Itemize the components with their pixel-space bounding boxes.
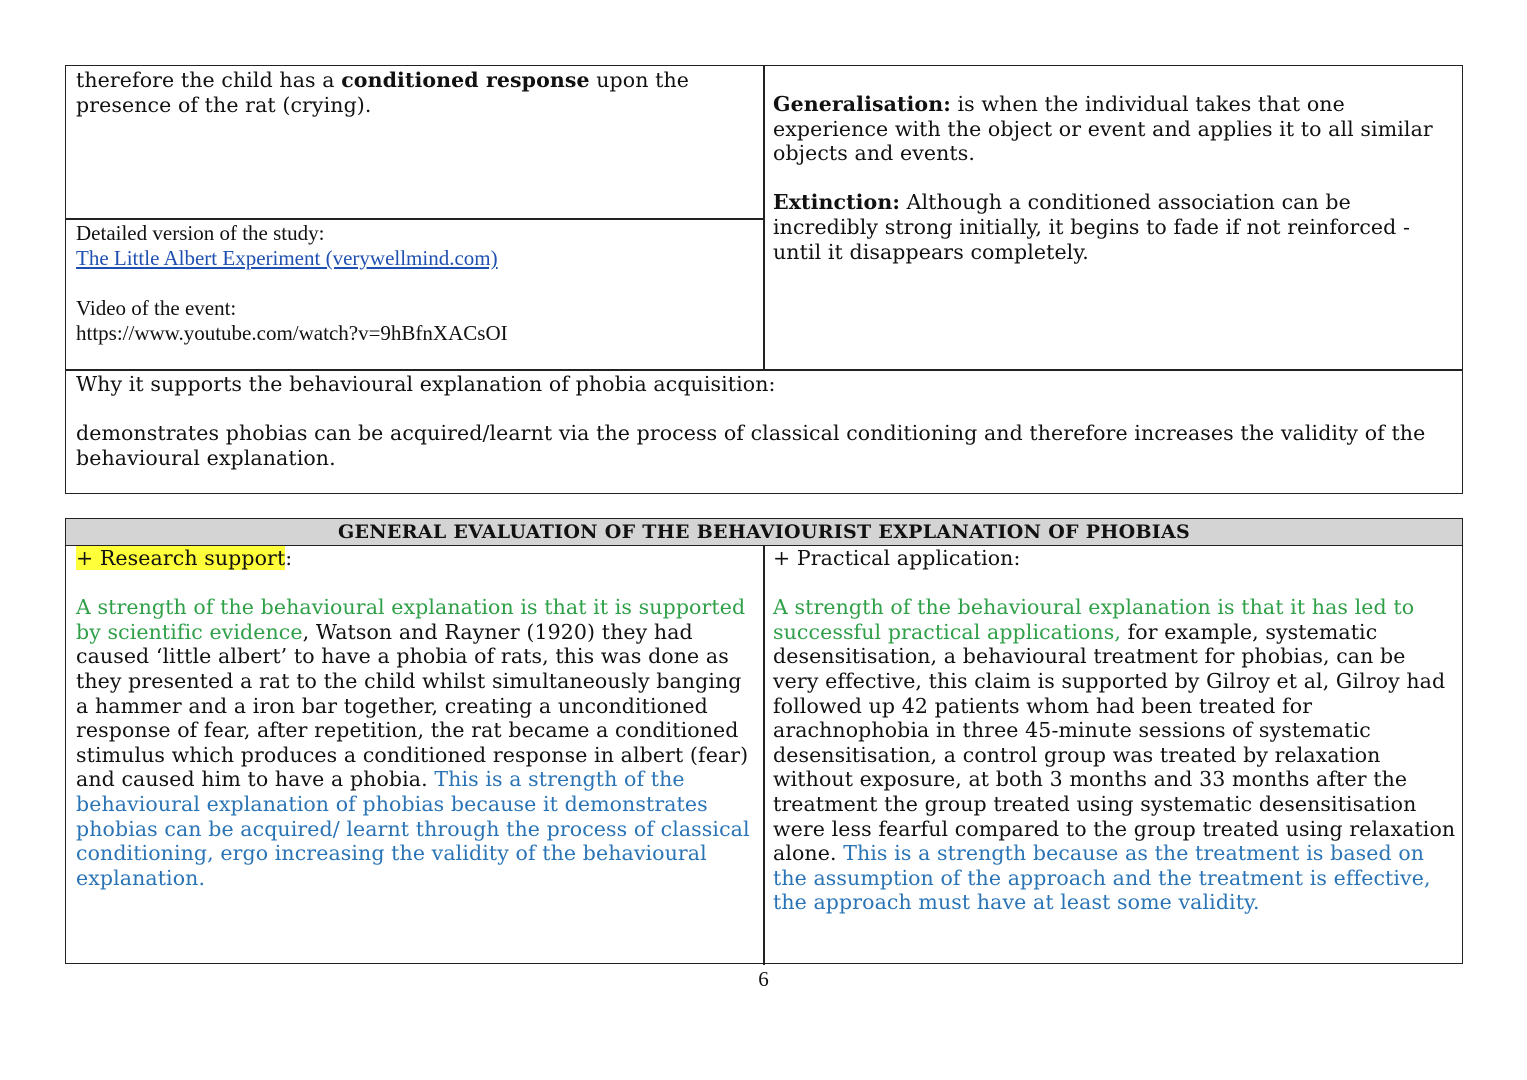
column-divider <box>763 545 765 965</box>
research-support-cell: + Research support: A strength of the behavioural explanation is that it is supported by scientific evidence, Watson and Rayner (1920) they had caused ‘little albert’ to have a phobia of rats, this was done as they presented a rat to the child whilst simultaneously banging a hammer and a iron bar together, creating a unconditioned response of fear, after repetition, the rat became a conditioned stimulus which produces a conditioned response in albert (fear) and caused him to have a phobia. This is a strength of the behavioural explanation of phobias because it demonstrates phobias can be acquired/ learnt through the process of classical conditioning, ergo increasing the validity of the behavioural explanation. <box>76 546 758 890</box>
why-supports-cell <box>76 372 1452 470</box>
video-url[interactable]: https://www.youtube.com/watch?v=9hBfnXACsOI <box>76 321 508 345</box>
practical-application-text: A strength of the behavioural explanation is that it has led to successful practical applications, for example, systematic desensitisation, a behavioural treatment for phobias, can be very effective, this claim is supported by Gilroy et al, Gilroy had followed up 42 patients whom had been treated for arachnophobia in three 45-minute sessions of systematic desensitisation, a control group was treated by relaxation without exposure, at both 3 months and 33 months after the treatment the group treated using systematic desensitisation were less fearful compared to the group treated using relaxation alone. This is a strength because as the treatment is based on the assumption of the approach and the treatment is effective, the approach must have at least some validity. <box>773 595 1456 915</box>
study-table <box>65 65 1463 494</box>
extinction-definition: Although a conditioned association can be incredibly strong initially, it begins to fade if not reinforced - until it disappears completely. <box>773 190 1411 264</box>
definitions-cell <box>773 92 1457 264</box>
practical-application-cell <box>773 546 1457 915</box>
conditioned-response-cell: therefore the child has a conditioned response upon the presence of the rat (crying). <box>76 68 690 117</box>
why-text: demonstrates phobias can be acquired/learnt via the process of classical conditioning and therefore increases the validity of the behavioural explanation. <box>76 421 1426 470</box>
row-divider <box>66 218 764 220</box>
practical-application-heading: + Practical application: <box>773 546 1021 570</box>
video-label: Video of the event: <box>76 296 237 320</box>
generalisation-term: Generalisation: <box>773 92 951 116</box>
research-support-text: A strength of the behavioural explanation is that it is supported by scientific evidence, Watson and Rayner (1920) they had caused ‘little albert’ to have a phobia of rats, this was done as they presented a rat to the child whilst simultaneously banging a hammer and a iron bar together, creating a unconditioned response of fear, after repetition, the rat became a conditioned stimulus which produces a conditioned response in albert (fear) and caused him to have a phobia. This is a strength of the behavioural explanation of phobias because it demonstrates phobias can be acquired/ learnt through the process of classical conditioning, ergo increasing the validity of the behavioural explanation. <box>76 595 750 890</box>
research-support-heading: + Research support <box>76 546 286 570</box>
generalisation-definition: is when the individual takes that one experience with the object or event and applies it to all similar objects and events. <box>773 92 1433 166</box>
row-divider <box>66 369 1462 371</box>
detailed-label: Detailed version of the study: <box>76 221 325 245</box>
page-number: 6 <box>758 967 769 991</box>
why-heading: Why it supports the behavioural explanation of phobia acquisition: <box>76 372 776 396</box>
evaluation-table <box>65 518 1463 964</box>
little-albert-link[interactable]: The Little Albert Experiment (verywellmind.com) <box>76 246 498 270</box>
study-links-cell <box>76 221 756 346</box>
evaluation-header: GENERAL EVALUATION OF THE BEHAVIOURIST EXPLANATION OF PHOBIAS <box>66 519 1462 546</box>
conditioned-response-term: conditioned response <box>341 68 590 92</box>
extinction-term: Extinction: <box>773 190 900 215</box>
